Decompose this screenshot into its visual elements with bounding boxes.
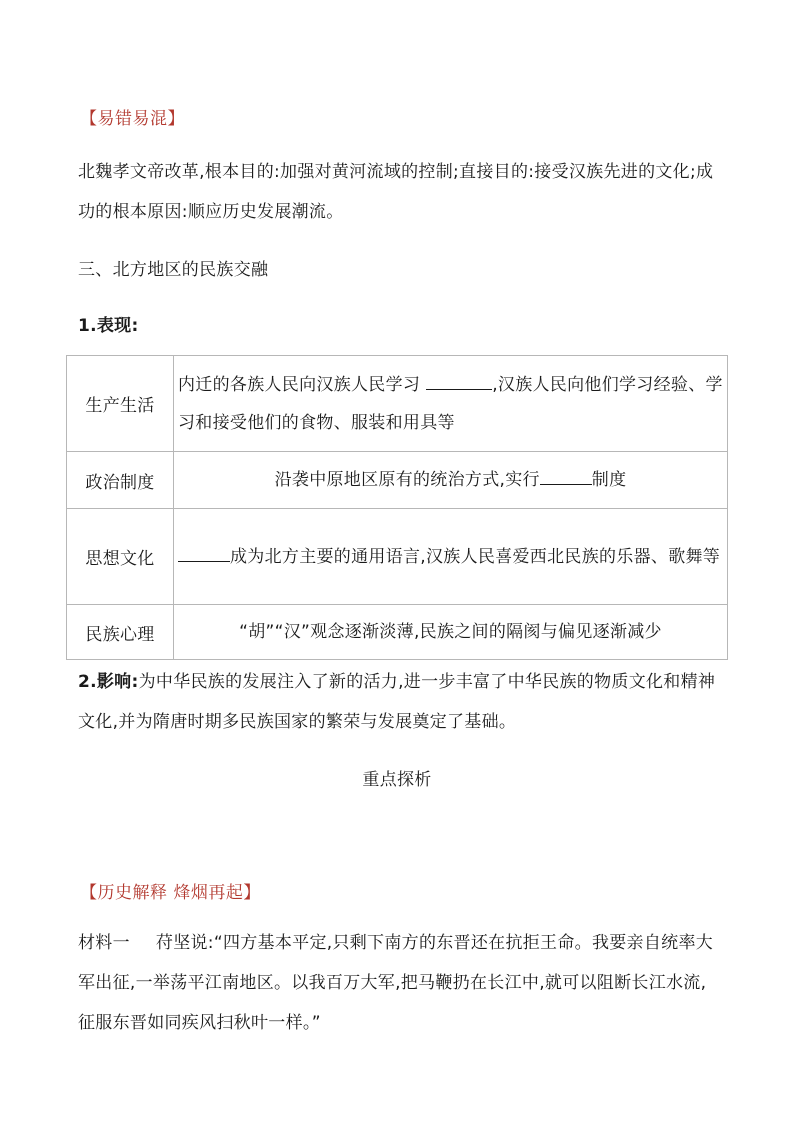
- content-text: ,汉族人民向他们学习经验、学习和接受他们的食物、服装和用具等: [178, 374, 723, 433]
- category-cell: 生产生活: [67, 356, 174, 452]
- manifestation-table: [66, 355, 728, 660]
- content-cell: [174, 356, 728, 452]
- content-cell: [174, 452, 728, 509]
- table-row: [67, 452, 728, 509]
- content-text: 成为北方主要的通用语言,汉族人民喜爱西北民族的乐器、歌舞等: [230, 546, 721, 567]
- fill-blank[interactable]: [540, 468, 592, 485]
- confusion-text: 北魏孝文帝改革,根本目的:加强对黄河流域的控制;直接目的:接受汉族先进的文化;成功的根本原因:顺应历史发展潮流。: [78, 162, 714, 222]
- category-cell: 思想文化: [67, 509, 174, 605]
- content-text: 内迁的各族人民向汉族人民学习: [178, 374, 421, 395]
- content-cell: “胡”“汉”观念逐渐淡薄,民族之间的隔阂与偏见逐渐减少: [174, 605, 728, 660]
- content-text: 沿袭中原地区原有的统治方式,实行: [274, 470, 540, 490]
- content-text: 制度: [591, 470, 627, 490]
- impact-text: 为中华民族的发展注入了新的活力,进一步丰富了中华民族的物质文化和精神文化,并为隋唐时期多民族国家的繁荣与发展奠定了基础。: [78, 672, 716, 732]
- confusion-heading: 【易错易混】: [80, 109, 185, 129]
- fill-blank[interactable]: [426, 373, 492, 390]
- manifest-label: 1.表现:: [78, 316, 139, 336]
- content-cell: [174, 509, 728, 605]
- impact-label: 2.影响:: [78, 672, 139, 692]
- table-row: [67, 509, 728, 605]
- fill-blank[interactable]: [178, 545, 230, 562]
- table-row: [67, 356, 728, 452]
- history-heading: 【历史解释 烽烟再起】: [80, 883, 261, 903]
- category-cell: 民族心理: [67, 605, 174, 660]
- material-text: 苻坚说:“四方基本平定,只剩下南方的东晋还在抗拒王命。我要亲自统率大军出征,一举荡平江南地区。以我百万大军,把马鞭扔在长江中,就可以阻断长江水流,征服东晋如同疾风扫秋叶一样。”: [78, 933, 714, 1033]
- table-row: [67, 605, 728, 660]
- material-paragraph: [78, 923, 723, 1043]
- key-analysis-title: 重点探析: [362, 770, 432, 790]
- material-label: 材料一: [78, 933, 130, 953]
- section3-title: 三、北方地区的民族交融: [78, 260, 269, 280]
- category-cell: 政治制度: [67, 452, 174, 509]
- impact-paragraph: [78, 662, 723, 742]
